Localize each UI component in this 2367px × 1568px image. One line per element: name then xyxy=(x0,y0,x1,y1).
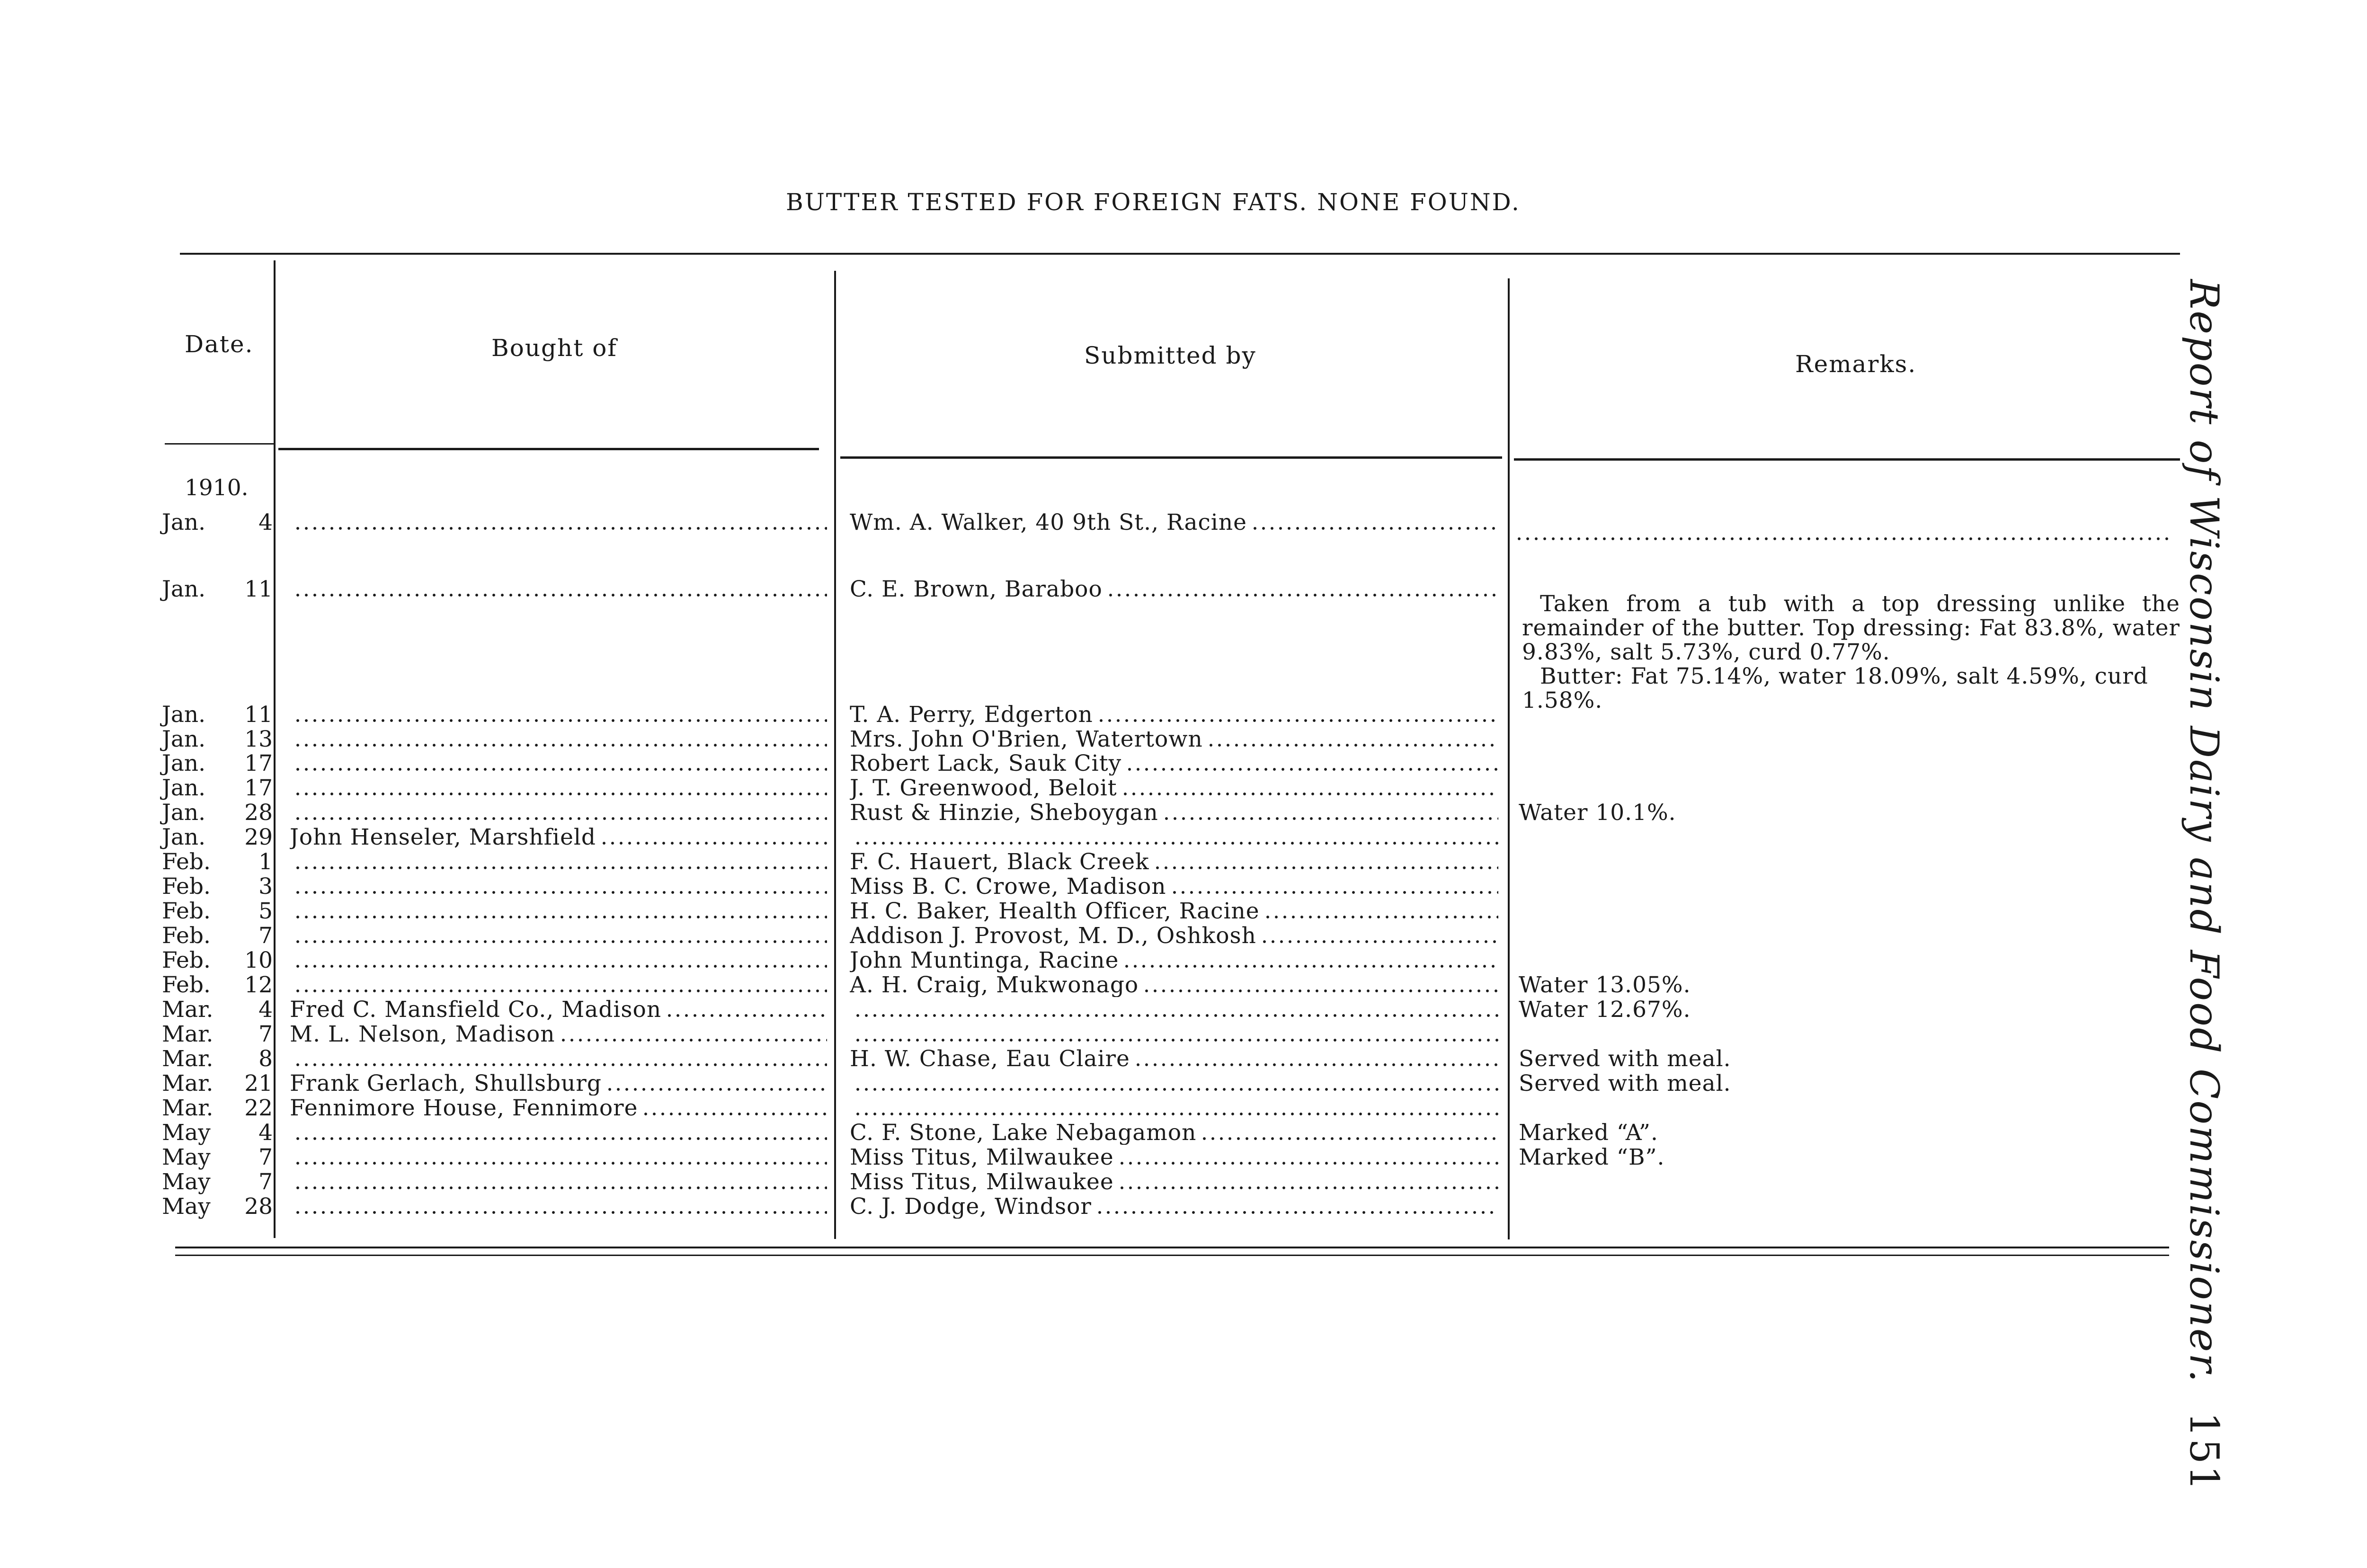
row-month: Feb. xyxy=(162,947,211,973)
submitted-by-text: H. C. Baker, Health Officer, Racine xyxy=(850,900,1260,923)
row-date xyxy=(151,1047,273,1071)
dot-leader xyxy=(605,1088,827,1091)
remarks-text: Water 13.05%. xyxy=(1519,972,1691,998)
row-month: Jan. xyxy=(162,750,206,776)
remark-butter: Butter: Fat 75.14%, water 18.09%, salt 4.59%, curd 1.58%. xyxy=(1522,663,2148,713)
dot-leader xyxy=(1260,940,1498,943)
submitted-by-text: Mrs. John O'Brien, Watertown xyxy=(850,728,1203,751)
submitted-by-cell xyxy=(850,1121,1498,1145)
bought-of-cell xyxy=(290,998,827,1022)
row-date xyxy=(151,728,273,751)
row-date xyxy=(151,1096,273,1120)
bought-of-cell xyxy=(290,1170,827,1194)
bought-of-cell xyxy=(290,752,827,775)
submitted-by-text: Miss B. C. Crowe, Madison xyxy=(850,875,1166,899)
row-date xyxy=(151,511,273,535)
dot-leader xyxy=(294,916,827,918)
bought-of-cell xyxy=(290,1047,827,1071)
submitted-by-text: Wm. A. Walker, 40 9th St., Racine xyxy=(850,511,1247,535)
row-date xyxy=(151,924,273,948)
row-date xyxy=(151,900,273,923)
submitted-by-cell xyxy=(850,511,1498,535)
row-day: 5 xyxy=(258,898,273,924)
dot-leader xyxy=(1095,1211,1498,1214)
table-bottom-rule-2 xyxy=(175,1255,2169,1256)
dot-leader xyxy=(294,744,827,747)
column-divider-bought-of xyxy=(834,271,836,1239)
row-day: 7 xyxy=(258,1144,273,1170)
row-date xyxy=(151,1195,273,1219)
dot-leader xyxy=(1251,527,1498,530)
remarks-text: Water 10.1%. xyxy=(1519,800,1676,826)
remarks-text: Marked “A”. xyxy=(1519,1120,1658,1146)
row-month: Jan. xyxy=(162,775,206,801)
year-label: 1910. xyxy=(185,475,249,501)
row-day: 7 xyxy=(258,923,273,949)
submitted-by-text: C. F. Stone, Lake Nebagamon xyxy=(850,1121,1197,1145)
dot-leader xyxy=(294,719,827,722)
bought-of-cell xyxy=(290,900,827,923)
submitted-by-cell xyxy=(850,1072,1498,1096)
row-month: Jan. xyxy=(162,509,206,535)
bought-of-cell xyxy=(290,924,827,948)
dot-leader xyxy=(1142,989,1498,992)
header-underline-date xyxy=(165,443,274,445)
dot-leader xyxy=(294,527,827,530)
dot-leader xyxy=(294,1211,827,1214)
table-top-rule xyxy=(180,253,2180,255)
dot-leader xyxy=(294,989,827,992)
column-divider-date xyxy=(274,260,276,1238)
submitted-by-text: J. T. Greenwood, Beloit xyxy=(850,776,1117,800)
submitted-by-text: H. W. Chase, Eau Claire xyxy=(850,1047,1130,1071)
row-day: 28 xyxy=(244,1194,273,1220)
dot-leader xyxy=(1118,1186,1498,1189)
running-head xyxy=(2181,279,2227,1492)
submitted-by-cell xyxy=(850,1170,1498,1194)
bought-of-cell xyxy=(290,949,827,972)
page-number: 151 xyxy=(2181,1412,2227,1492)
row-date xyxy=(151,949,273,972)
remarks-leader-cell xyxy=(1515,521,2171,545)
bought-of-cell xyxy=(290,511,827,535)
dot-leader xyxy=(1118,1162,1498,1165)
row-month: Feb. xyxy=(162,873,211,900)
row-date xyxy=(151,776,273,800)
dot-leader xyxy=(294,1137,827,1140)
row-day: 7 xyxy=(258,1169,273,1195)
submitted-by-text: T. A. Perry, Edgerton xyxy=(850,703,1093,727)
dot-leader xyxy=(1200,1137,1498,1140)
submitted-by-cell xyxy=(850,826,1498,849)
row-month: Jan. xyxy=(162,576,206,602)
bought-of-cell xyxy=(290,1023,827,1046)
row-day: 17 xyxy=(244,750,273,776)
remark-top-dressing: Taken from a tub with a top dressing unlike the remainder of the butter. Top dressing: Fat 83.8%, water 9.83%, salt 5.73%, curd 0.77%. xyxy=(1522,591,2180,665)
row-month: Feb. xyxy=(162,849,211,875)
row-day: 4 xyxy=(258,509,273,535)
dot-leader xyxy=(1207,744,1498,747)
row-month: Jan. xyxy=(162,800,206,826)
row-month: Jan. xyxy=(162,702,206,728)
submitted-by-cell xyxy=(850,703,1498,727)
header-underline-bought-of xyxy=(278,448,819,450)
submitted-by-text: C. J. Dodge, Windsor xyxy=(850,1195,1092,1219)
remarks-text: Water 12.67%. xyxy=(1519,997,1691,1023)
submitted-by-text: Rust & Hinzie, Sheboygan xyxy=(850,801,1158,825)
bought-of-cell xyxy=(290,875,827,899)
dot-leader xyxy=(1122,965,1498,968)
row-day: 1 xyxy=(258,849,273,875)
bought-of-cell xyxy=(290,1195,827,1219)
dot-leader xyxy=(1162,817,1498,820)
bought-of-text: Fred C. Mansfield Co., Madison xyxy=(290,998,662,1022)
dot-leader xyxy=(294,891,827,894)
dot-leader xyxy=(854,842,1498,845)
row-day: 8 xyxy=(258,1046,273,1072)
row-day: 3 xyxy=(258,873,273,900)
dot-leader xyxy=(665,1014,827,1017)
bought-of-cell xyxy=(290,973,827,997)
row-date xyxy=(151,998,273,1022)
row-month: Feb. xyxy=(162,898,211,924)
dot-leader xyxy=(854,1014,1498,1017)
dot-leader xyxy=(1515,537,2171,540)
bought-of-cell xyxy=(290,703,827,727)
bought-of-cell xyxy=(290,1072,827,1096)
row-date xyxy=(151,826,273,849)
dot-leader xyxy=(559,1039,827,1042)
submitted-by-cell xyxy=(850,1023,1498,1046)
row-month: Mar. xyxy=(162,1070,214,1096)
row-day: 12 xyxy=(244,972,273,998)
row-day: 22 xyxy=(244,1095,273,1121)
submitted-by-cell xyxy=(850,973,1498,997)
row-month: Jan. xyxy=(162,824,206,850)
dot-leader xyxy=(294,1063,827,1066)
header-date: Date. xyxy=(185,330,254,358)
submitted-by-cell xyxy=(850,801,1498,825)
submitted-by-cell xyxy=(850,900,1498,923)
submitted-by-cell xyxy=(850,924,1498,948)
row-day: 21 xyxy=(244,1070,273,1096)
row-date xyxy=(151,578,273,601)
row-date xyxy=(151,875,273,899)
row-month: Mar. xyxy=(162,1046,214,1072)
submitted-by-text: F. C. Hauert, Black Creek xyxy=(850,850,1149,874)
header-underline-remarks xyxy=(1514,458,2180,461)
page-title: BUTTER TESTED FOR FOREIGN FATS. NONE FOUND. xyxy=(786,188,1521,216)
dot-leader xyxy=(1170,891,1498,894)
submitted-by-text: Miss Titus, Milwaukee xyxy=(850,1170,1114,1194)
dot-leader xyxy=(294,940,827,943)
row-day: 29 xyxy=(244,824,273,850)
dot-leader xyxy=(854,1113,1498,1115)
bought-of-cell xyxy=(290,1096,827,1120)
dot-leader xyxy=(1264,916,1498,918)
row-month: Mar. xyxy=(162,1095,214,1121)
dot-leader xyxy=(294,1186,827,1189)
running-head-title: Report of Wisconsin Dairy and Food Commissioner. xyxy=(2181,279,2227,1384)
dot-leader xyxy=(1125,768,1498,771)
bought-of-cell xyxy=(290,801,827,825)
bought-of-text: Frank Gerlach, Shullsburg xyxy=(290,1072,602,1096)
row-date xyxy=(151,1170,273,1194)
row-day: 7 xyxy=(258,1021,273,1047)
row-day: 10 xyxy=(244,947,273,973)
submitted-by-cell xyxy=(850,728,1498,751)
dot-leader xyxy=(1121,793,1498,795)
dot-leader xyxy=(294,594,827,597)
header-remarks: Remarks. xyxy=(1795,350,1917,378)
submitted-by-cell xyxy=(850,1146,1498,1169)
dot-leader xyxy=(1106,594,1498,597)
remarks-text: Served with meal. xyxy=(1519,1046,1731,1072)
bought-of-cell xyxy=(290,850,827,874)
row-month: Jan. xyxy=(162,726,206,752)
row-date xyxy=(151,801,273,825)
remarks-text: Marked “B”. xyxy=(1519,1144,1665,1170)
row-date xyxy=(151,1146,273,1169)
row-month: Feb. xyxy=(162,972,211,998)
bought-of-cell xyxy=(290,776,827,800)
submitted-by-cell xyxy=(850,998,1498,1022)
row-day: 4 xyxy=(258,1120,273,1146)
submitted-by-text: Robert Lack, Sauk City xyxy=(850,752,1122,775)
table-bottom-rule-1 xyxy=(175,1247,2169,1248)
row-day: 17 xyxy=(244,775,273,801)
bought-of-text: John Henseler, Marshfield xyxy=(290,826,596,849)
submitted-by-text: Addison J. Provost, M. D., Oshkosh xyxy=(850,924,1256,948)
dot-leader xyxy=(1153,866,1498,869)
submitted-by-cell xyxy=(850,1096,1498,1120)
submitted-by-cell xyxy=(850,850,1498,874)
column-divider-submitted-by xyxy=(1508,278,1510,1239)
bought-of-cell xyxy=(290,728,827,751)
row-month: May xyxy=(162,1120,211,1146)
submitted-by-text: John Muntinga, Racine xyxy=(850,949,1119,972)
submitted-by-cell xyxy=(850,752,1498,775)
submitted-by-cell xyxy=(850,1195,1498,1219)
row-month: May xyxy=(162,1169,211,1195)
header-bought-of: Bought of xyxy=(491,334,617,362)
bought-of-text: Fennimore House, Fennimore xyxy=(290,1096,638,1120)
submitted-by-cell xyxy=(850,776,1498,800)
remark-jan-11-tub xyxy=(1522,592,2180,713)
dot-leader xyxy=(600,842,827,845)
bought-of-cell xyxy=(290,826,827,849)
dot-leader xyxy=(294,793,827,795)
bought-of-cell xyxy=(290,578,827,601)
bought-of-text: M. L. Nelson, Madison xyxy=(290,1023,555,1046)
row-day: 4 xyxy=(258,997,273,1023)
row-day: 11 xyxy=(244,576,273,602)
row-month: Feb. xyxy=(162,923,211,949)
dot-leader xyxy=(294,768,827,771)
dot-leader xyxy=(854,1039,1498,1042)
row-date xyxy=(151,850,273,874)
dot-leader xyxy=(294,866,827,869)
dot-leader xyxy=(641,1113,827,1115)
dot-leader xyxy=(294,817,827,820)
remarks-text: Served with meal. xyxy=(1519,1070,1731,1096)
submitted-by-cell xyxy=(850,578,1498,601)
submitted-by-cell xyxy=(850,875,1498,899)
row-month: May xyxy=(162,1144,211,1170)
row-date xyxy=(151,1023,273,1046)
row-month: Mar. xyxy=(162,1021,214,1047)
row-day: 28 xyxy=(244,800,273,826)
row-date xyxy=(151,752,273,775)
submitted-by-text: Miss Titus, Milwaukee xyxy=(850,1146,1114,1169)
dot-leader xyxy=(1097,719,1498,722)
dot-leader xyxy=(294,965,827,968)
row-month: Mar. xyxy=(162,997,214,1023)
dot-leader xyxy=(294,1162,827,1165)
header-underline-submitted-by xyxy=(840,456,1502,459)
bought-of-cell xyxy=(290,1121,827,1145)
row-day: 11 xyxy=(244,702,273,728)
row-date xyxy=(151,1072,273,1096)
submitted-by-cell xyxy=(850,949,1498,972)
submitted-by-text: A. H. Craig, Mukwonago xyxy=(850,973,1139,997)
row-date xyxy=(151,973,273,997)
dot-leader xyxy=(1134,1063,1498,1066)
submitted-by-cell xyxy=(850,1047,1498,1071)
header-submitted-by: Submitted by xyxy=(1084,342,1256,369)
row-date xyxy=(151,1121,273,1145)
row-day: 13 xyxy=(244,726,273,752)
row-month: May xyxy=(162,1194,211,1220)
row-date xyxy=(151,703,273,727)
submitted-by-text: C. E. Brown, Baraboo xyxy=(850,578,1103,601)
dot-leader xyxy=(854,1088,1498,1091)
bought-of-cell xyxy=(290,1146,827,1169)
